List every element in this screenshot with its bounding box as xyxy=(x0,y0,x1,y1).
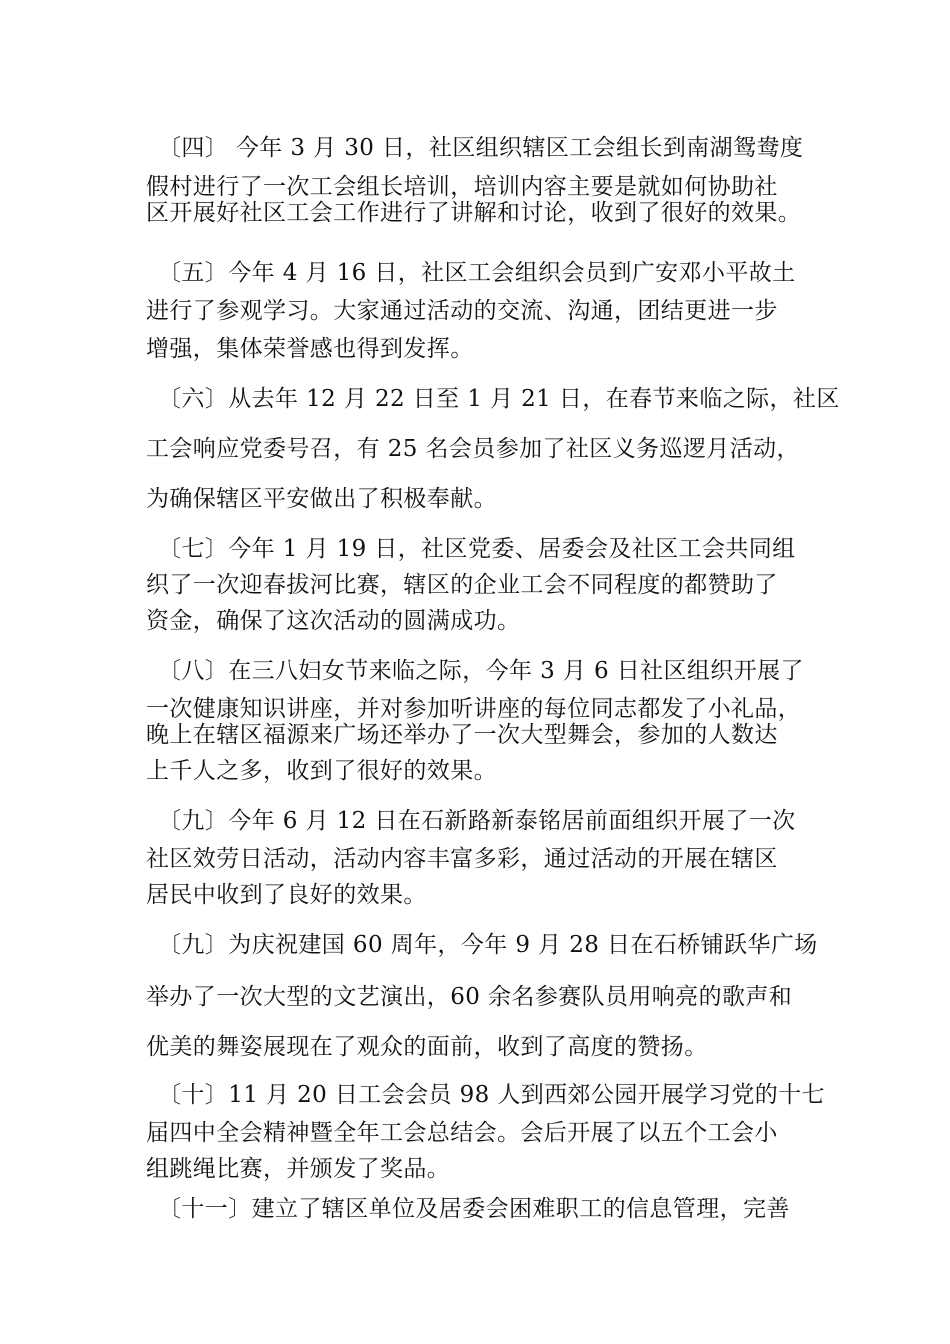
paragraph-4-line-2: 假村进行了一次工会组长培训，培训内容主要是就如何协助社 xyxy=(146,174,778,200)
paragraph-8-line-3: 晚上在辖区福源来广场还举办了一次大型舞会，参加的人数达 xyxy=(146,722,778,748)
paragraph-9a-line-2: 社区效劳日活动，活动内容丰富多彩，通过活动的开展在辖区 xyxy=(146,846,778,872)
paragraph-9b-line-3: 优美的舞姿展现在了观众的面前，收到了高度的赞扬。 xyxy=(146,1034,708,1060)
paragraph-5-line-1: 〔五〕今年 4 月 16 日，社区工会组织会员到广安邓小平故土 xyxy=(158,260,796,286)
paragraph-6-line-2: 工会响应党委号召，有 25 名会员参加了社区义务巡逻月活动， xyxy=(146,436,800,462)
paragraph-10-line-2: 届四中全会精神暨全年工会总结会。会后开展了以五个工会小 xyxy=(146,1120,778,1146)
paragraph-8-line-2: 一次健康知识讲座，并对参加听讲座的每位同志都发了小礼品， xyxy=(146,696,802,722)
paragraph-9a-line-3: 居民中收到了良好的效果。 xyxy=(146,882,427,908)
paragraph-6-line-1: 〔六〕从去年 12 月 22 日至 1 月 21 日，在春节来临之际，社区 xyxy=(158,386,840,412)
paragraph-9b-line-2: 举办了一次大型的文艺演出，60 余名参赛队员用响亮的歌声和 xyxy=(146,984,793,1010)
paragraph-10-line-1: 〔十〕11 月 20 日工会会员 98 人到西郊公园开展学习党的十七 xyxy=(158,1082,825,1108)
paragraph-7-line-2: 织了一次迎春拔河比赛，辖区的企业工会不同程度的都赞助了 xyxy=(146,572,778,598)
paragraph-10-line-3: 组跳绳比赛，并颁发了奖品。 xyxy=(146,1156,451,1182)
paragraph-5-line-3: 增强，集体荣誉感也得到发挥。 xyxy=(146,336,474,362)
paragraph-6-line-3: 为确保辖区平安做出了积极奉献。 xyxy=(146,486,497,512)
paragraph-9a-line-1: 〔九〕今年 6 月 12 日在石新路新泰铭居前面组织开展了一次 xyxy=(158,808,796,834)
paragraph-4-line-1: 〔四〕 今年 3 月 30 日，社区组织辖区工会组长到南湖鸳鸯度 xyxy=(158,135,804,161)
paragraph-7-line-1: 〔七〕今年 1 月 19 日，社区党委、居委会及社区工会共同组 xyxy=(158,536,796,562)
paragraph-8-line-4: 上千人之多，收到了很好的效果。 xyxy=(146,758,497,784)
paragraph-5-line-2: 进行了参观学习。大家通过活动的交流、沟通，团结更进一步 xyxy=(146,298,778,324)
paragraph-7-line-3: 资金，确保了这次活动的圆满成功。 xyxy=(146,608,521,634)
paragraph-9b-line-1: 〔九〕为庆祝建国 60 周年，今年 9 月 28 日在石桥铺跃华广场 xyxy=(158,932,818,958)
paragraph-4-line-3: 区开展好社区工会工作进行了讲解和讨论，收到了很好的效果。 xyxy=(146,200,802,226)
paragraph-8-line-1: 〔八〕在三八妇女节来临之际，今年 3 月 6 日社区组织开展了 xyxy=(158,658,804,684)
paragraph-11-line-1: 〔十一〕建立了辖区单位及居委会困难职工的信息管理，完善 xyxy=(158,1196,790,1222)
